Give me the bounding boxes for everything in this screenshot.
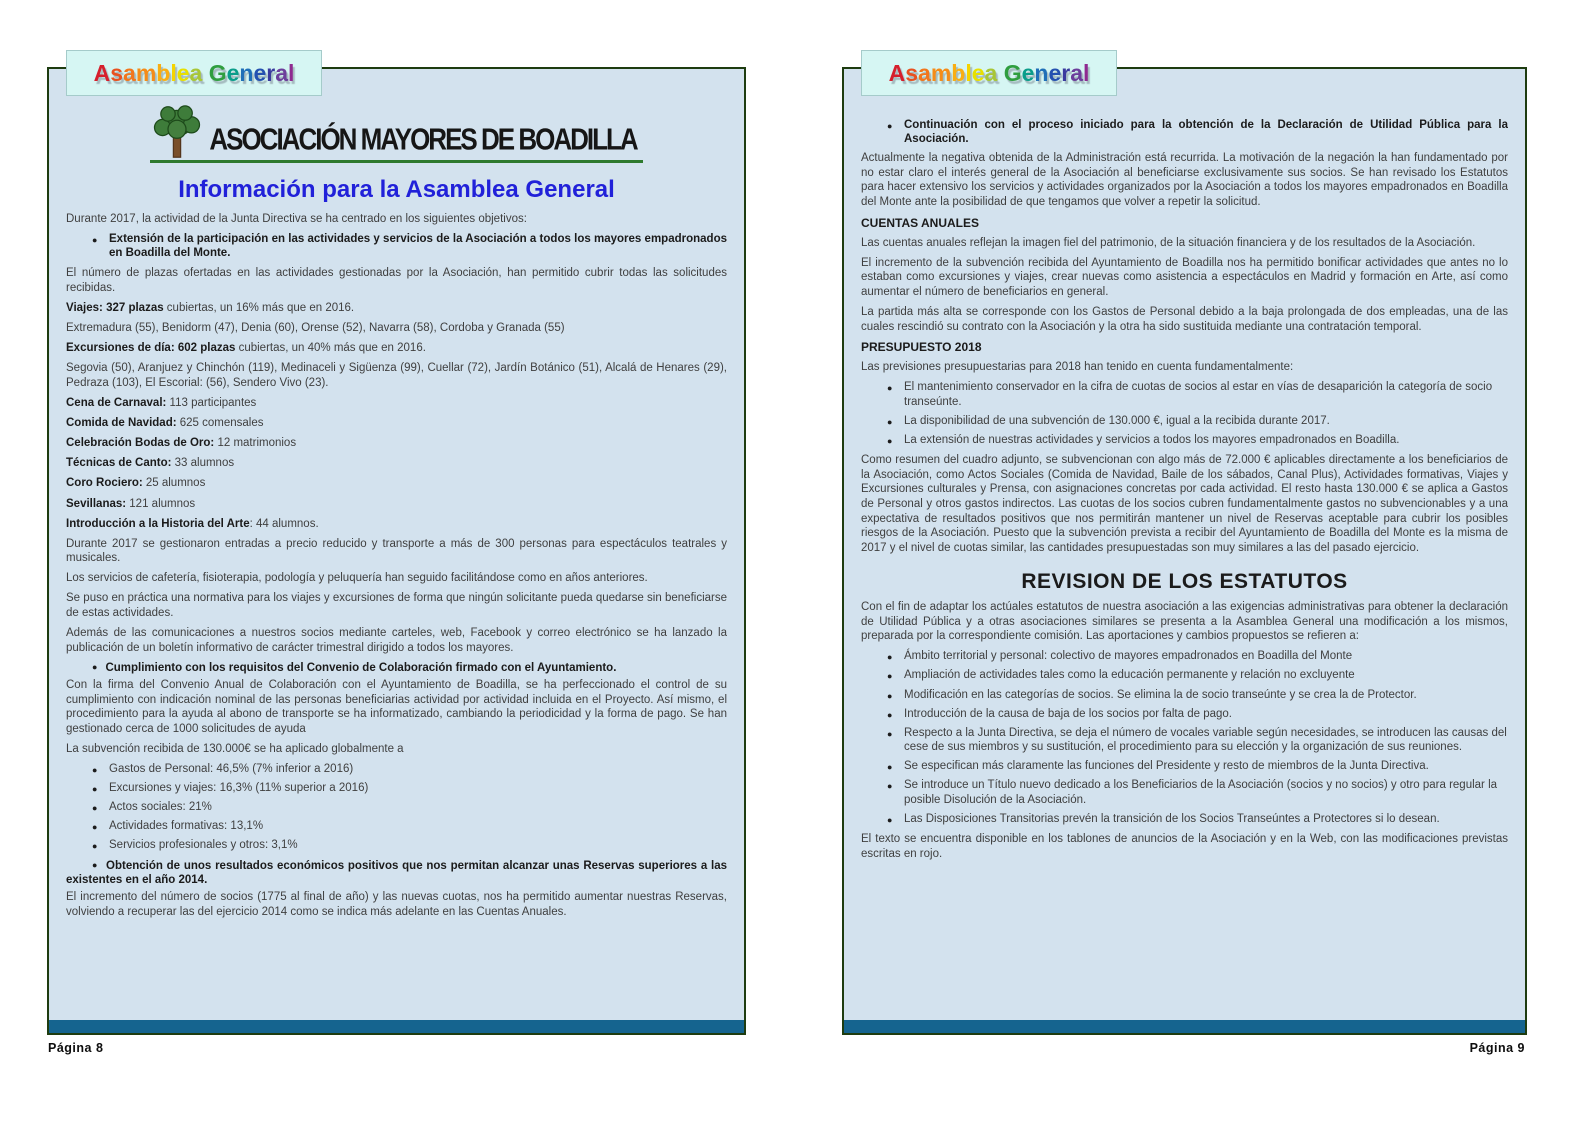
section-heading: CUENTAS ANUALES — [861, 215, 980, 230]
bullet-icon: ● — [887, 652, 893, 663]
bullet-icon: ● — [92, 764, 98, 775]
badge-title: Asamblea General — [888, 59, 1090, 86]
page-footer-bar — [844, 1020, 1525, 1033]
paragraph: Las previsiones presupuestarias para 2018 han tenido en cuenta fundamentalmente: — [861, 361, 1294, 374]
bullet-item: ● La disponibilidad de una subvención de 130.000 €, igual a la recibida durante 2017. — [885, 414, 1508, 429]
bullet-icon: ● — [887, 671, 893, 682]
page-number-left: Página 8 — [48, 1041, 104, 1055]
page-footer-bar — [49, 1020, 744, 1033]
paragraph: Durante 2017, la actividad de la Junta Directiva se ha centrado en los siguientes objetivos: — [66, 212, 527, 225]
bullet-icon: ● — [92, 822, 98, 833]
bullet-icon: ● — [887, 417, 893, 428]
paragraph: El texto se encuentra disponible en los tablones de anuncios de la Asociación y en la Web, con las modificaciones previstas escritas en rojo. — [861, 833, 1508, 860]
bullet-item: ● Cumplimiento con los requisitos del Convenio de Colaboración firmado con el Ayuntamiento. — [92, 662, 617, 675]
bullet-item: ● Se introduce un Título nuevo dedicado a los Beneficiarios de la Asociación (socios y no socios) y otro para regular la posible Disolución de la Asociación. — [887, 779, 1498, 807]
bullet-item: ● Gastos de Personal: 46,5% (7% inferior a 2016) — [90, 762, 727, 777]
paragraph: Sevillanas: 121 alumnos — [66, 497, 196, 510]
bullet-icon: ● — [92, 859, 99, 870]
page-title: Información para la Asamblea General — [178, 176, 615, 203]
tree-icon — [150, 103, 204, 161]
bullet-icon: ● — [92, 841, 98, 852]
bullet-item: ● Continuación con el proceso iniciado para la obtención de la Declaración de Utilidad Pública para la Asociación. — [887, 118, 1508, 146]
bullet-icon: ● — [887, 762, 893, 773]
paragraph: Excursiones de día: 602 plazas cubiertas, un 40% más que en 2016. — [66, 342, 426, 355]
bullet-item: ● Excursiones y viajes: 16,3% (11% superior a 2016) — [90, 781, 727, 796]
bullet-item: ● Modificación en las categorías de socios. Se elimina la de socio transeúnte y se crea la de Protector. — [885, 688, 1508, 703]
page-header-badge — [861, 50, 1117, 96]
bullet-icon: ● — [887, 436, 893, 447]
bullet-item: ● Extensión de la participación en las actividades y servicios de la Asociación a todos los mayores empadronados en Boadilla del Monte. — [92, 232, 727, 260]
paragraph: El incremento de la subvención recibida del Ayuntamiento de Boadilla nos ha permitido bonificar actividades que antes no lo estaban como excursiones y viajes, crear nuevas como asistencia a espectáculos en Madrid y formación en Arte, así como aumentar el número de beneficiarios en general. — [861, 256, 1508, 298]
paragraph: La subvención recibida de 130.000€ se ha aplicado globalmente a — [66, 742, 404, 755]
paragraph: Como resumen del cuadro adjunto, se subvencionan con algo más de 72.000 € aplicables directamente a los beneficiarios de la Asociación, como Actos Sociales (Comida de Navidad, Baile de los sábados, Canal Plus), Actividades formativas, Viajes y Excursiones culturales y Prensa, con asignaciones concretas por cada actividad. El resto hasta 130.000 € se aplica a Gastos de Personal y otros gastos indirectos. Las cuotas de los socios cubren fundamentalmente gastos no subvencionables y a una expectativa de resultados positivos que nos permitirán mantener un nivel de Reservas aceptable para cubrir los posibles riesgos de la Asociación. Puesto que la subvención prevista a recibir del Ayuntamiento de Boadilla del Monte es la misma de 2017 y el nivel de cuotas similar, las cantidades presupuestadas son muy similares a las del pasado ejercicio. — [861, 454, 1508, 554]
association-name: ASOCIACIÓN MAYORES DE BOADILLA — [209, 121, 637, 157]
section-heading: REVISION DE LOS ESTATUTOS — [1021, 570, 1348, 594]
page-9 — [842, 59, 1527, 1035]
paragraph: Con la firma del Convenio Anual de Colaboración con el Ayuntamiento de Boadilla, se ha perfeccionado el control de su cumplimiento con indicación nominal de las personas beneficiarias actividad por actividad incluida en el Proyecto. Así mismo, el procedimiento para la ayuda al abono de transporte se ha informatizado, cambiando la periodicidad y la forma de pago. Se han gestionado cerca de 1000 solicitudes de ayuda — [66, 678, 727, 735]
bullet-icon: ● — [887, 728, 893, 739]
paragraph: Técnicas de Canto: 33 alumnos — [66, 457, 235, 470]
paragraph: Introducción a la Historia del Arte: 44 alumnos. — [66, 517, 319, 530]
paragraph: El número de plazas ofertadas en las actividades gestionadas por la Asociación, han permitido cubrir todas las solicitudes recibidas. — [66, 267, 727, 294]
association-logo — [150, 103, 642, 163]
paragraph: El incremento del número de socios (1775 al final de año) y las nuevas cuotas, nos ha permitido aumentar nuestras Reservas, volviendo a recuperar las del ejercicio 2014 como se indica más adelante en las Cuentas Anuales. — [66, 891, 727, 918]
page-8-content — [66, 69, 727, 1020]
page-header-badge — [66, 50, 322, 96]
paragraph: Comida de Navidad: 625 comensales — [66, 417, 264, 430]
bullet-item: ● Servicios profesionales y otros: 3,1% — [90, 838, 727, 853]
paragraph: Se puso en práctica una normativa para los viajes y excursiones de forma que ningún solicitante pueda quedarse sin beneficiarse de estas actividades. — [66, 592, 727, 620]
bullet-icon: ● — [92, 784, 98, 794]
paragraph: Extremadura (55), Benidorm (47), Denia (60), Orense (52), Navarra (58), Cordoba y Granada (55) — [66, 322, 565, 335]
page-8 — [47, 59, 746, 1035]
section-heading: PRESUPUESTO 2018 — [861, 340, 982, 355]
paragraph: Viajes: 327 plazas cubiertas, un 16% más que en 2016. — [66, 302, 355, 315]
page-9-text — [861, 118, 1508, 862]
bullet-icon: ● — [887, 383, 893, 394]
paragraph: Segovia (50), Aranjuez y Chinchón (119), Medinaceli y Sigüenza (99), Cuellar (72), Jardín Botánico (51), Alcalá de Henares (29), Pedraza (103), El Escorial: (56), Sendero Vivo (23). — [66, 362, 727, 389]
page-number-right: Página 9 — [1469, 1041, 1525, 1055]
paragraph: Los servicios de cafetería, fisioterapia, podología y peluquería han seguido facilitándose como en años anteriores. — [66, 572, 648, 585]
bullet-item: ● Ampliación de actividades tales como la educación permanente y relación no excluyente — [885, 668, 1508, 683]
paragraph: La partida más alta se corresponde con los Gastos de Personal debido a la baja prolongada de dos empleadas, una de las cuales rescindió su contrato con la Asociación y la otra ha sido sustituida mediante una contratación temporal. — [861, 306, 1508, 333]
bullet-item: ● Introducción de la causa de baja de los socios por falta de pago. — [885, 707, 1508, 722]
paragraph: Celebración Bodas de Oro: 12 matrimonios — [66, 437, 297, 450]
page-9-content — [861, 69, 1508, 1020]
bullet-item: ● Se especifican más claramente las funciones del Presidente y resto de miembros de la Junta Directiva. — [885, 759, 1508, 774]
bullet-icon: ● — [92, 803, 98, 814]
bullet-item: ● La extensión de nuestras actividades y servicios a todos los mayores empadronados en Boadilla. — [885, 433, 1508, 448]
paragraph: Durante 2017 se gestionaron entradas a precio reducido y transporte a más de 300 personas para espectáculos teatrales y musicales. — [66, 537, 727, 565]
bullet-item: ● Respecto a la Junta Directiva, se deja el número de vocales variable según necesidades, se introducen las causas del cese de sus miembros y su sustitución, el procedimiento para su elección y la organización de sus reuniones. — [887, 726, 1507, 754]
bullet-icon: ● — [887, 690, 893, 701]
page-8-text — [66, 212, 727, 920]
bullet-item: ● Las Disposiciones Transitorias prevén la transición de los Socios Transeúntes a Protectores si lo desean. — [885, 812, 1508, 827]
badge-title: Asamblea General — [93, 59, 295, 86]
paragraph: Con el fin de adaptar los actúales estatutos de nuestra asociación a las exigencias administrativas para obtener la declaración de Utilidad Pública y a otras asociaciones similares se presenta a la Asamblea General una modificación a los mismos, preparada por la correspondiente comisión. Las aportaciones y cambios propuestos se refieren a: — [861, 601, 1508, 643]
paragraph: Cena de Carnaval: 113 participantes — [66, 397, 257, 410]
paragraph: Coro Rociero: 25 alumnos — [66, 477, 206, 490]
bullet-item: ● Actos sociales: 21% — [90, 800, 727, 815]
bullet-item: ● Ámbito territorial y personal: colectivo de mayores empadronados en Boadilla del Monte — [885, 649, 1508, 664]
bullet-item: ● Obtención de unos resultados económicos positivos que nos permitan alcanzar unas Reservas superiores a las existentes en el año 2014. — [66, 859, 727, 887]
paragraph: Además de las comunicaciones a nuestros socios mediante carteles, web, Facebook y correo electrónico se ha lanzado la publicación de un boletín informativo de carácter trimestral dirigido a todos los mayores. — [66, 627, 727, 654]
bullet-icon: ● — [887, 120, 893, 131]
bullet-icon: ● — [887, 781, 893, 792]
paragraph: Las cuentas anuales reflejan la imagen fiel del patrimonio, de la situación financiera y de los resultados de la Asociación. — [861, 236, 1476, 249]
bullet-icon: ● — [92, 234, 98, 245]
bullet-item: ● El mantenimiento conservador en la cifra de cuotas de socios al estar en vías de desaparición la categoría de socio transeúnte. — [887, 381, 1493, 408]
paragraph: Actualmente la negativa obtenida de la Administración está recurrida. La motivación de la negación la han fundamentado por no estar claro el interés general de la Asociación al beneficiarse exclusivamente sus socios. Se han revisado los Estatutos para hacer extensivo los servicios y actividades organizados por la Asociación a todos los mayores empadronados en Boadilla del Monte ante la posibilidad de que tengamos que volver a repetir la solicitud. — [861, 152, 1508, 208]
bullet-icon: ● — [887, 815, 893, 826]
bullet-icon: ● — [92, 662, 98, 673]
bullet-icon: ● — [887, 709, 893, 720]
bullet-item: ● Actividades formativas: 13,1% — [90, 819, 727, 834]
